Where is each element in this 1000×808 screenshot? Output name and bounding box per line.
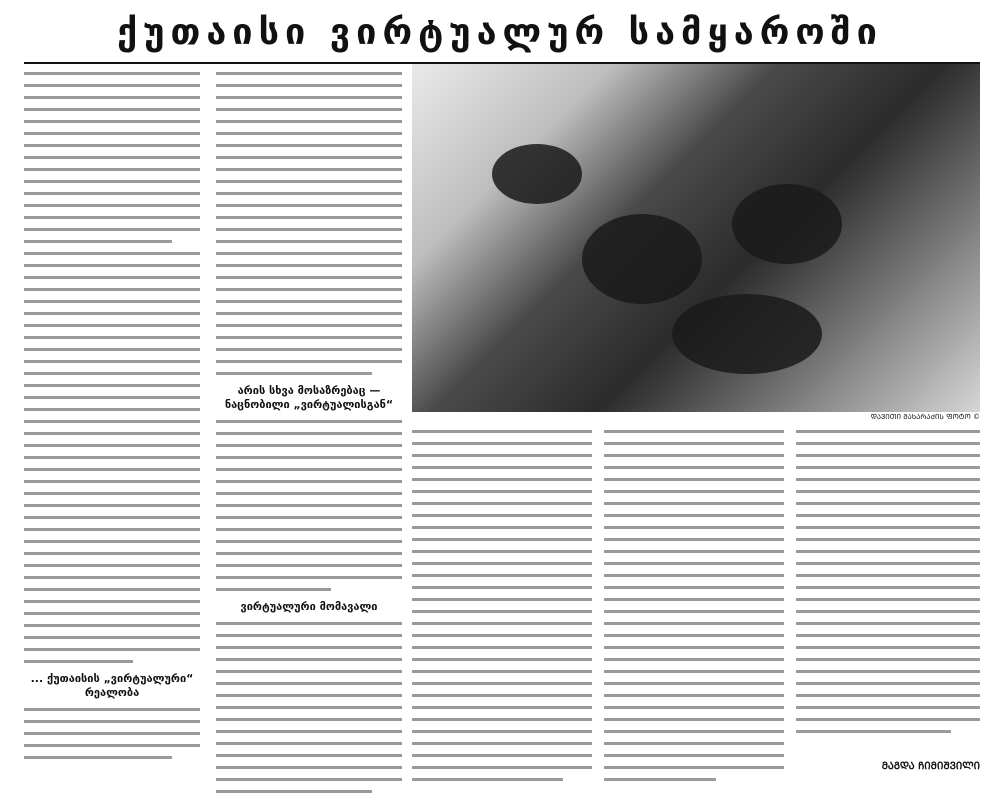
article-column-1 xyxy=(24,72,200,792)
article-text-block xyxy=(24,708,200,759)
section-subhead: ვირტუალური მომავალი xyxy=(240,600,378,613)
article-text-block xyxy=(216,420,402,591)
author-byline: ᲛᲐᲒᲓᲐ ᲩᲘᲛᲘᲨᲕᲘᲚᲘ xyxy=(881,761,980,772)
article-text-block xyxy=(216,622,402,793)
aerial-photo xyxy=(412,64,980,412)
article-column-3 xyxy=(412,430,592,790)
article-text-block xyxy=(24,72,200,663)
section-subhead: არის სხვა მოსაზრებაც — ნაცნობილი „ვირტუალისგან“ xyxy=(224,384,394,411)
article-text-block xyxy=(412,430,592,781)
article-text-block xyxy=(216,72,402,375)
article-column-5 xyxy=(796,430,980,750)
article-text-block xyxy=(796,430,980,733)
article-column-4 xyxy=(604,430,784,790)
section-subhead: ... ქუთაისის „ვირტუალური“ რეალობა xyxy=(30,672,194,699)
article-text-block xyxy=(604,430,784,781)
headline: ქუთაისი ვირტუალურ სამყაროში xyxy=(117,12,883,53)
article-column-2 xyxy=(216,72,402,792)
photo-credit: ᲓᲐᲕᲘᲗᲘ ᲛᲐᲮᲐᲠᲐᲫᲘᲡ ᲤᲝᲢᲝ © xyxy=(870,413,980,421)
